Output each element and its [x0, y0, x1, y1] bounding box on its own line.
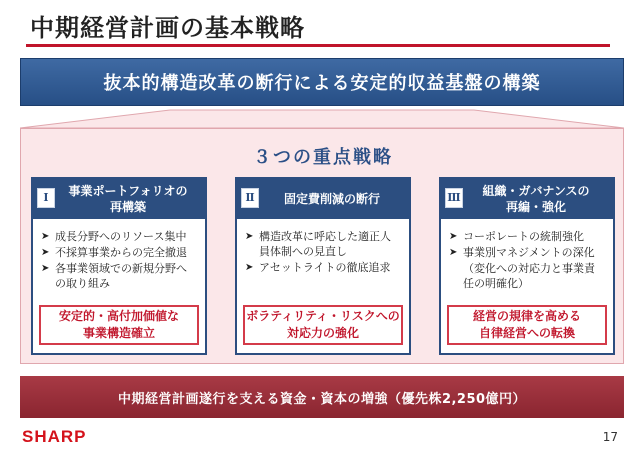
capital-reinforcement-bar: 中期経営計画遂行を支える資金・資本の増強（優先株2,250億円） [20, 376, 624, 418]
arrow-bullet-icon: ➤ [245, 231, 254, 242]
card-heading-line: 再構築 [109, 200, 146, 214]
card-header [33, 179, 205, 219]
arrow-bullet-icon: ➤ [41, 263, 50, 274]
card-result-box: ボラティリティ・リスクへの 対応力の強化 [243, 305, 403, 345]
roman-numeral-badge: Ⅰ [37, 188, 55, 208]
card-item-list [237, 219, 409, 275]
arrow-bullet-icon: ➤ [41, 231, 50, 242]
card-item-list [441, 219, 613, 291]
list-item: ➤ 各事業領域での新規分野への取り組み [41, 262, 187, 290]
list-item: ➤ 成長分野へのリソース集中 [41, 230, 187, 243]
strategy-card-1 [31, 177, 207, 355]
list-item: ➤ 構造改革に呼応した適正人員体制への見直し [245, 230, 391, 258]
arrow-bullet-icon: ➤ [41, 247, 50, 258]
card-heading-line: 再編・強化 [505, 200, 566, 214]
card-header [237, 179, 409, 219]
page-number: 17 [602, 430, 618, 444]
roman-numeral-badge: Ⅱ [241, 188, 259, 208]
list-item: ➤ アセットライトの徹底追求 [245, 261, 391, 274]
list-item: ➤ コーポレートの統制強化 [449, 230, 584, 243]
strategy-card-2 [235, 177, 411, 355]
strategy-panel [20, 128, 624, 364]
page-title: 中期経営計画の基本戦略 [30, 14, 305, 42]
roman-numeral-badge: Ⅲ [445, 188, 463, 208]
card-heading-line: 固定費削減の断行 [283, 192, 380, 206]
card-header [441, 179, 613, 219]
card-result-box: 安定的・高付加価値な 事業構造確立 [39, 305, 199, 345]
sharp-logo: SHARP [22, 427, 87, 446]
card-heading-line: 事業ポートフォリオの [68, 184, 188, 198]
card-heading-line: 組織・ガバナンスの [482, 184, 590, 198]
arrow-bullet-icon: ➤ [449, 247, 458, 258]
title-underline [26, 44, 610, 47]
key-strategies-heading: ３つの重点戦略 [253, 147, 393, 168]
upward-arrow [20, 106, 624, 128]
strategy-card-3 [439, 177, 615, 355]
card-item-list [33, 219, 205, 291]
list-item: ➤ 事業別マネジメントの深化 [449, 246, 595, 259]
card-result-box: 経営の規律を高める 自律経営への転換 [447, 305, 607, 345]
main-strategy-banner: 抜本的構造改革の断行による安定的収益基盤の構築 [20, 58, 624, 106]
arrow-bullet-icon: ➤ [449, 231, 458, 242]
list-item: （変化への対応力と事業責任の明確化） [463, 262, 595, 290]
list-item: ➤ 不採算事業からの完全撤退 [41, 246, 187, 259]
arrow-bullet-icon: ➤ [245, 262, 254, 273]
